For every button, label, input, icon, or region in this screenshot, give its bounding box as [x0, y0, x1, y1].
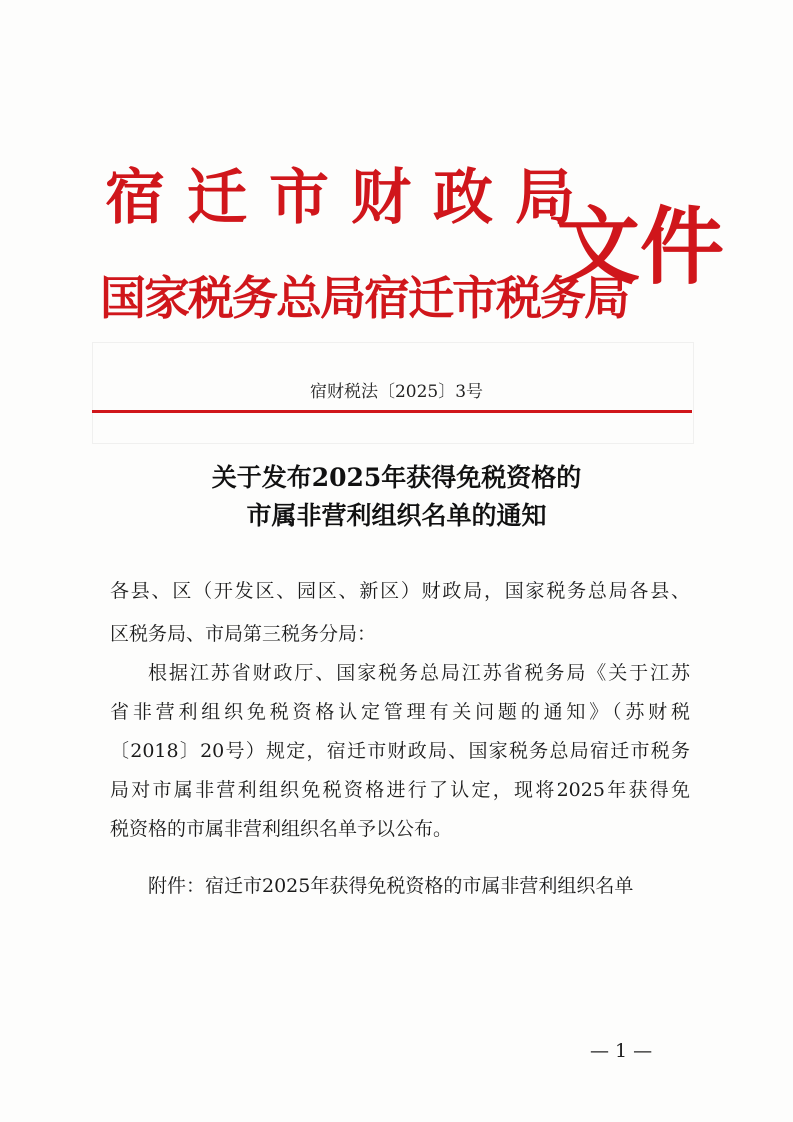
- body-paragraph-line-2: 省非营利组织免税资格认定管理有关问题的通知》（苏财税: [110, 701, 690, 723]
- doc-type-label: 文件: [556, 197, 725, 296]
- body-paragraph-line-4: 局对市属非营利组织免税资格进行了认定，现将2025年获得免: [110, 779, 690, 801]
- document-title-line-1: 关于发布2025年获得免税资格的: [211, 463, 582, 492]
- body-paragraph-line-5: 税资格的市属非营利组织名单予以公布。: [110, 818, 453, 840]
- page-number: — 1 —: [590, 1040, 653, 1062]
- recipients-line-2: 区税务局、市局第三税务分局：: [110, 623, 377, 645]
- agency-name-finance-bureau: 宿迁市财政局: [105, 163, 597, 233]
- attachment-line: 附件：宿迁市2025年获得免税资格的市属非营利组织名单: [148, 875, 634, 897]
- red-header-rule: [92, 410, 692, 413]
- recipients-line-1: 各县、区（开发区、园区、新区）财政局，国家税务总局各县、: [110, 580, 690, 602]
- document-number: 宿财税法〔2025〕3号: [309, 382, 484, 402]
- body-paragraph-line-3: 〔2018〕20号）规定，宿迁市财政局、国家税务总局宿迁市税务: [110, 740, 690, 762]
- body-paragraph-line-1: 根据江苏省财政厅、国家税务总局江苏省税务局《关于江苏: [148, 662, 690, 684]
- document-title-line-2: 市属非营利组织名单的通知: [246, 501, 547, 530]
- agency-name-tax-bureau: 国家税务总局宿迁市税务局: [100, 271, 628, 325]
